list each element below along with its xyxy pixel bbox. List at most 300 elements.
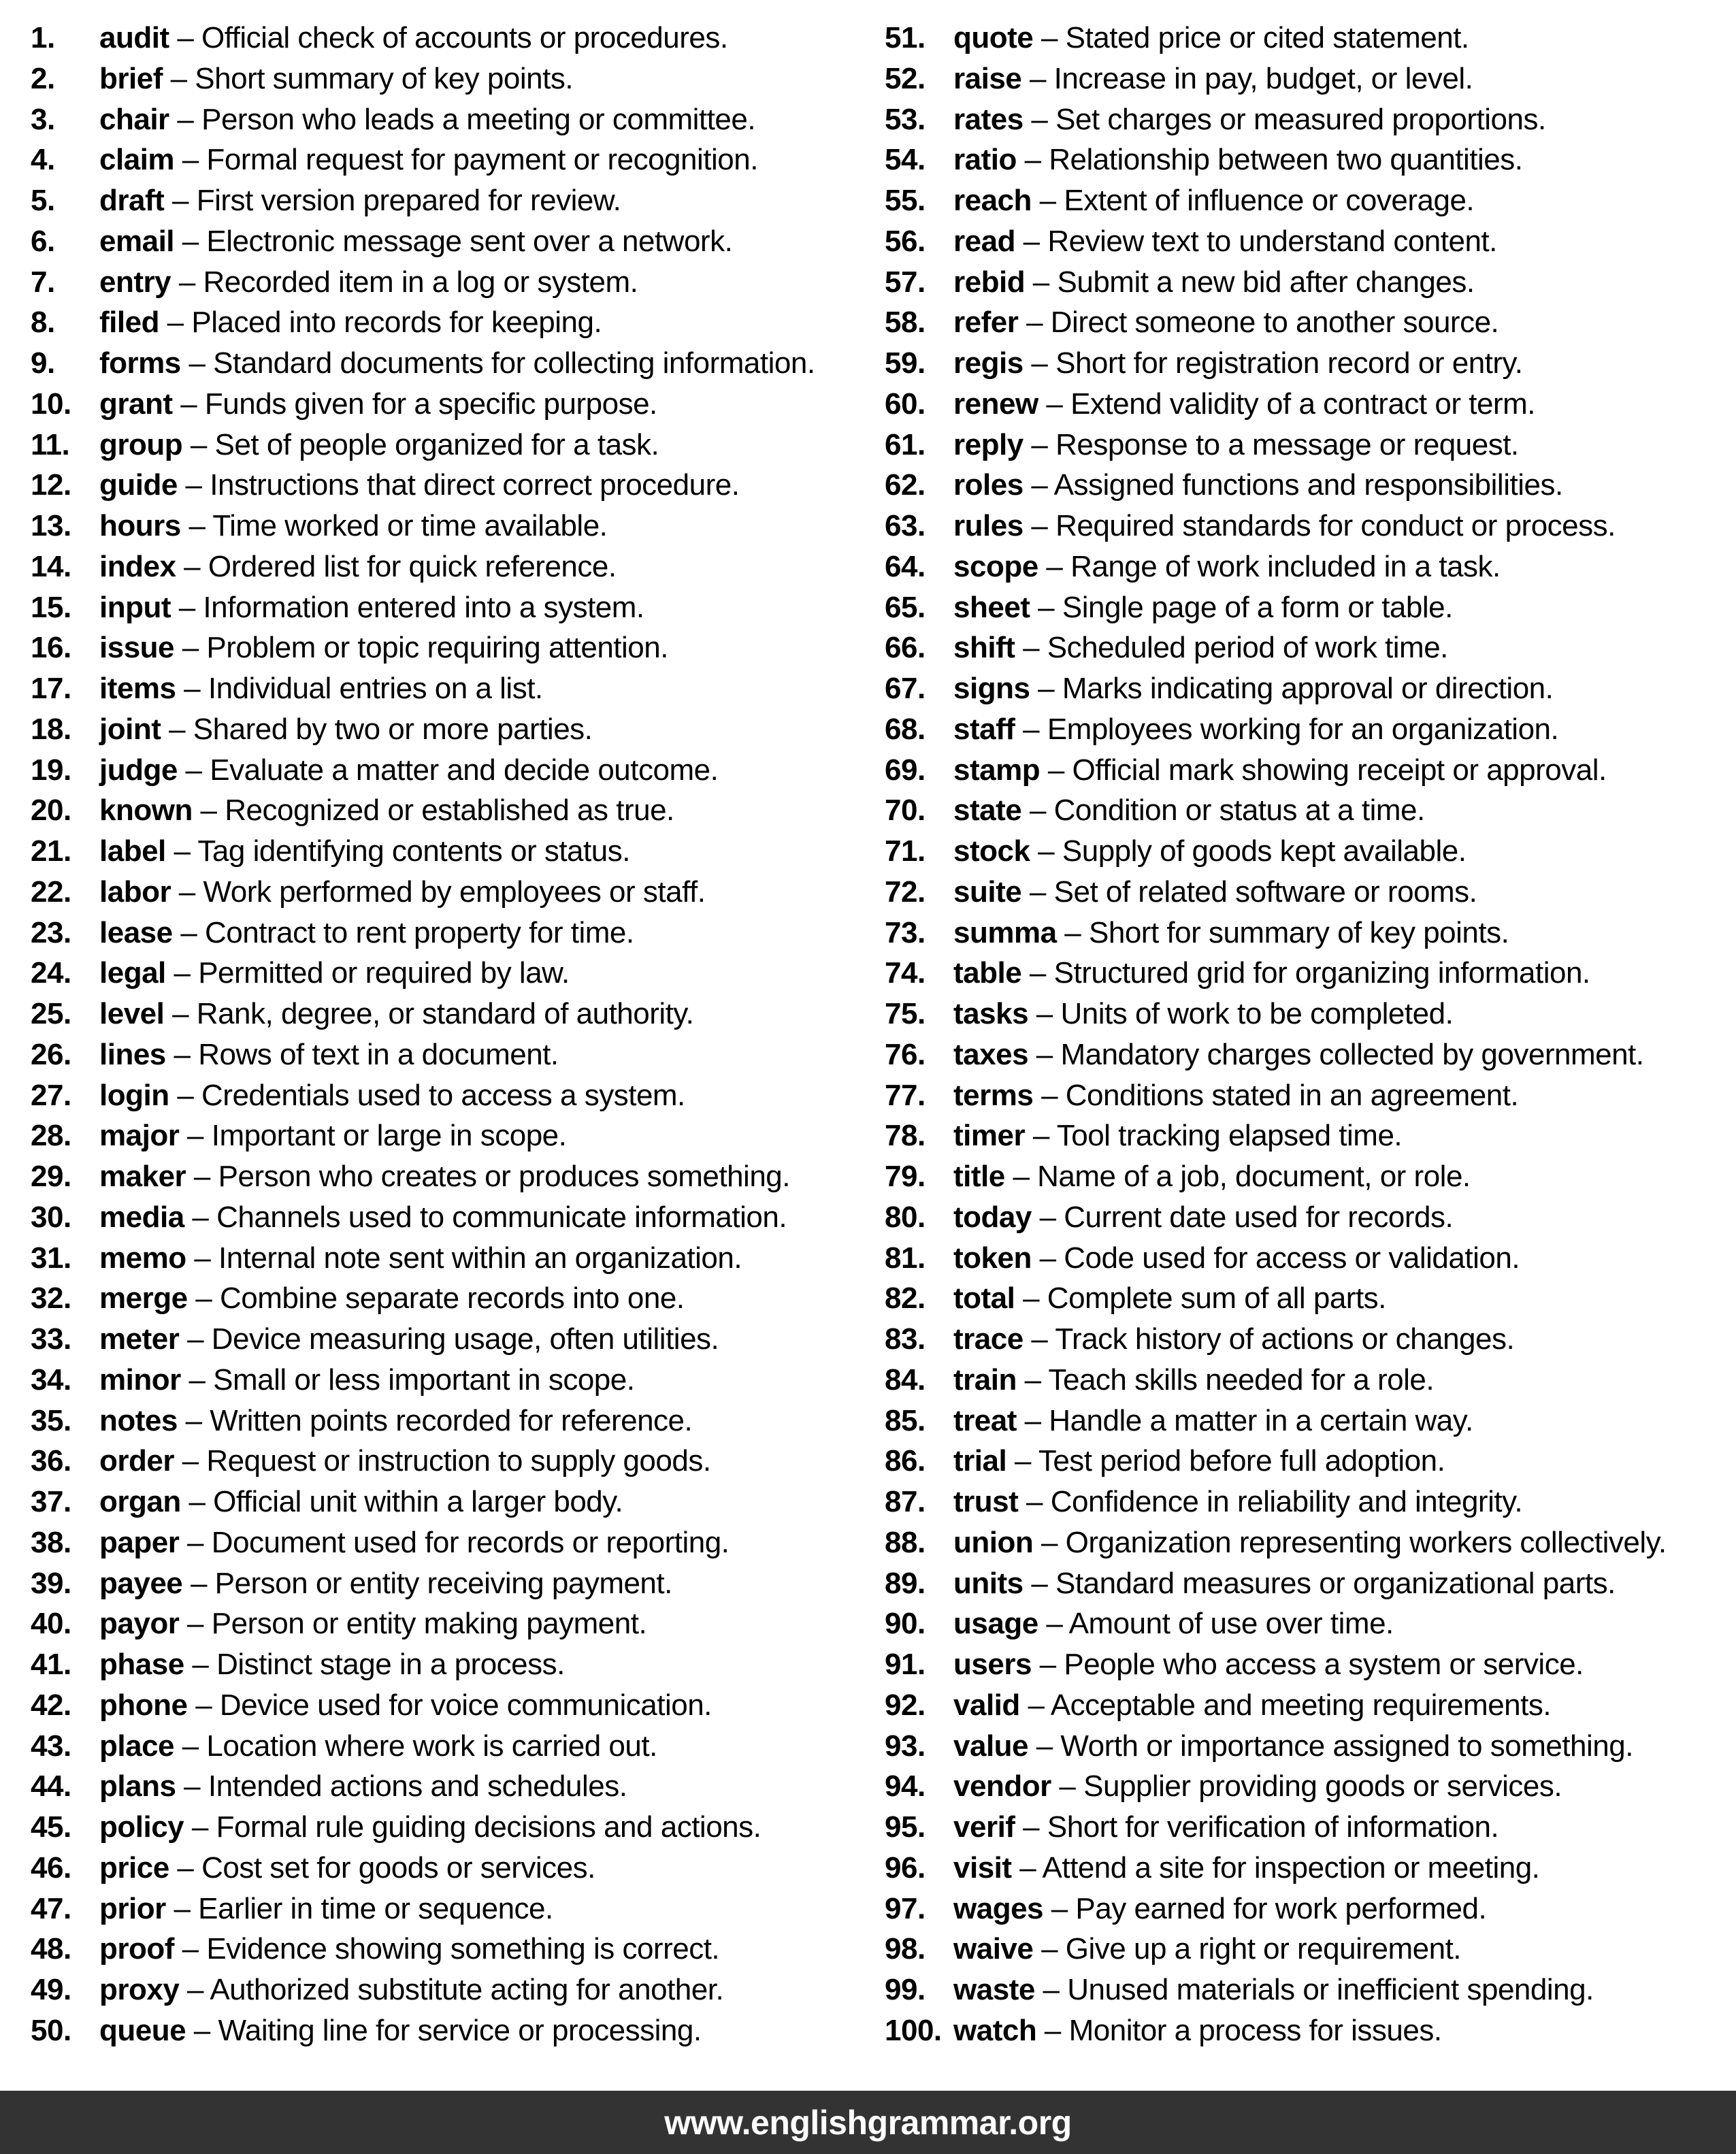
item-text: read – Review text to understand content. xyxy=(953,224,1497,258)
list-item xyxy=(885,384,1736,425)
item-word: taxes xyxy=(953,1037,1029,1071)
item-number: 83. xyxy=(885,1322,926,1356)
item-number: 71. xyxy=(885,834,926,868)
item-text: login – Credentials used to access a system. xyxy=(99,1078,685,1112)
item-word: proxy xyxy=(99,1973,180,2006)
item-number: 20. xyxy=(31,794,71,828)
list-item xyxy=(31,1522,885,1563)
item-text: watch – Monitor a process for issues. xyxy=(953,2013,1442,2047)
list-item xyxy=(31,872,885,913)
list-item xyxy=(31,1441,885,1482)
list-item xyxy=(31,750,885,791)
item-number: 72. xyxy=(885,875,926,909)
item-word: units xyxy=(953,1566,1023,1600)
list-item xyxy=(885,627,1736,668)
list-item xyxy=(885,180,1736,221)
item-number: 39. xyxy=(31,1566,71,1600)
item-text: train – Teach skills needed for a role. xyxy=(953,1362,1435,1397)
item-number: 22. xyxy=(31,875,71,909)
item-text: usage – Amount of use over time. xyxy=(953,1607,1394,1641)
item-word: merge xyxy=(99,1282,188,1316)
list-item xyxy=(31,1685,885,1726)
item-number: 74. xyxy=(885,956,926,990)
item-text: treat – Handle a matter in a certain way. xyxy=(953,1403,1473,1437)
item-word: treat xyxy=(953,1403,1017,1437)
word-list-column-left xyxy=(31,18,885,2051)
item-number: 92. xyxy=(885,1688,926,1722)
item-word: read xyxy=(953,224,1015,258)
item-word: guide xyxy=(99,468,178,502)
item-word: token xyxy=(953,1241,1032,1275)
item-text: level – Rank, degree, or standard of authority. xyxy=(99,997,694,1030)
item-word: plans xyxy=(99,1769,176,1804)
item-text: merge – Combine separate records into one. xyxy=(99,1282,685,1316)
list-item xyxy=(885,1970,1736,2010)
list-item xyxy=(885,1115,1736,1156)
item-number: 15. xyxy=(31,590,71,624)
list-item xyxy=(885,1075,1736,1116)
list-item xyxy=(31,668,885,709)
item-number: 45. xyxy=(31,1810,71,1844)
item-word: audit xyxy=(99,21,169,54)
item-word: chair xyxy=(99,102,169,136)
item-word: visit xyxy=(953,1850,1012,1884)
item-word: today xyxy=(953,1200,1032,1234)
item-number: 7. xyxy=(31,265,55,299)
item-number: 13. xyxy=(31,509,71,542)
item-text: paper – Document used for records or reporting. xyxy=(99,1525,730,1559)
list-item xyxy=(31,913,885,953)
item-text: waste – Unused materials or inefficient spending. xyxy=(953,1973,1594,2006)
list-item xyxy=(31,384,885,425)
item-number: 27. xyxy=(31,1078,71,1112)
item-word: title xyxy=(953,1160,1005,1193)
item-number: 26. xyxy=(31,1037,71,1071)
item-text: price – Cost set for goods or services. xyxy=(99,1850,595,1884)
item-text: token – Code used for access or validation. xyxy=(953,1241,1520,1275)
item-text: input – Information entered into a system. xyxy=(99,590,644,624)
item-number: 54. xyxy=(885,143,926,177)
list-item xyxy=(885,1360,1736,1401)
item-text: quote – Stated price or cited statement. xyxy=(953,21,1469,54)
item-text: total – Complete sum of all parts. xyxy=(953,1282,1386,1316)
item-text: items – Individual entries on a list. xyxy=(99,672,543,705)
item-text: trial – Test period before full adoption. xyxy=(953,1444,1445,1478)
item-word: state xyxy=(953,794,1022,828)
list-item xyxy=(31,546,885,587)
list-item xyxy=(885,750,1736,791)
item-text: queue – Waiting line for service or processing. xyxy=(99,2013,702,2047)
item-word: queue xyxy=(99,2013,186,2047)
item-text: summa – Short for summary of key points. xyxy=(953,915,1509,949)
item-text: sheet – Single page of a form or table. xyxy=(953,590,1453,624)
list-item xyxy=(31,1238,885,1279)
item-word: label xyxy=(99,834,166,868)
item-word: meter xyxy=(99,1322,180,1356)
item-number: 17. xyxy=(31,672,71,705)
item-text: maker – Person who creates or produces something. xyxy=(99,1160,790,1193)
item-text: known – Recognized or established as true. xyxy=(99,794,674,828)
list-item xyxy=(885,1726,1736,1767)
item-word: notes xyxy=(99,1403,178,1437)
item-number: 66. xyxy=(885,631,926,665)
item-number: 94. xyxy=(885,1769,926,1804)
item-number: 31. xyxy=(31,1241,71,1275)
list-item xyxy=(31,343,885,384)
item-text: prior – Earlier in time or sequence. xyxy=(99,1891,553,1925)
item-word: table xyxy=(953,956,1022,990)
item-word: grant xyxy=(99,387,173,421)
item-text: proof – Evidence showing something is correct. xyxy=(99,1932,720,1966)
item-word: phone xyxy=(99,1688,188,1722)
list-item xyxy=(885,1156,1736,1197)
list-item xyxy=(885,913,1736,953)
item-text: email – Electronic message sent over a network. xyxy=(99,224,733,258)
item-word: rates xyxy=(953,102,1023,136)
item-word: terms xyxy=(953,1078,1034,1112)
item-text: draft – First version prepared for review. xyxy=(99,184,621,217)
item-text: trace – Track history of actions or changes. xyxy=(953,1322,1515,1356)
item-word: staff xyxy=(953,712,1015,746)
item-number: 57. xyxy=(885,265,926,299)
item-text: plans – Intended actions and schedules. xyxy=(99,1769,627,1804)
list-item xyxy=(31,18,885,59)
item-word: waste xyxy=(953,1973,1035,2006)
list-item xyxy=(31,140,885,180)
item-text: payor – Person or entity making payment. xyxy=(99,1607,647,1641)
item-word: proof xyxy=(99,1932,174,1966)
item-text: grant – Funds given for a specific purpose. xyxy=(99,387,657,421)
list-item xyxy=(885,1889,1736,1929)
item-word: rebid xyxy=(953,265,1026,299)
item-number: 1. xyxy=(31,21,55,54)
list-item xyxy=(885,546,1736,587)
item-word: scope xyxy=(953,549,1038,583)
list-item xyxy=(885,1238,1736,1279)
list-item xyxy=(31,99,885,140)
item-text: rebid – Submit a new bid after changes. xyxy=(953,265,1475,299)
item-word: trace xyxy=(953,1322,1023,1356)
item-word: valid xyxy=(953,1688,1020,1722)
item-text: major – Important or large in scope. xyxy=(99,1119,567,1153)
item-number: 61. xyxy=(885,427,926,461)
list-item xyxy=(31,1603,885,1644)
item-word: hours xyxy=(99,509,181,542)
item-text: roles – Assigned functions and responsibilities. xyxy=(953,468,1563,502)
list-item xyxy=(31,1929,885,1970)
item-text: staff – Employees working for an organization. xyxy=(953,712,1559,746)
list-item xyxy=(885,140,1736,180)
item-word: waive xyxy=(953,1932,1034,1966)
item-word: suite xyxy=(953,875,1022,909)
item-text: memo – Internal note sent within an organization. xyxy=(99,1241,742,1275)
item-text: order – Request or instruction to supply goods. xyxy=(99,1444,711,1478)
item-word: login xyxy=(99,1078,169,1112)
list-item xyxy=(885,302,1736,343)
item-word: total xyxy=(953,1282,1015,1316)
list-item xyxy=(885,1603,1736,1644)
item-number: 46. xyxy=(31,1850,71,1884)
list-item xyxy=(885,2010,1736,2051)
item-word: tasks xyxy=(953,997,1029,1030)
item-text: audit – Official check of accounts or procedures. xyxy=(99,21,728,54)
list-item xyxy=(31,1319,885,1360)
list-item xyxy=(31,2010,885,2051)
item-number: 23. xyxy=(31,915,71,949)
item-text: rules – Required standards for conduct or process. xyxy=(953,509,1616,542)
item-number: 43. xyxy=(31,1729,71,1763)
item-word: brief xyxy=(99,61,163,95)
list-item xyxy=(31,1034,885,1075)
item-word: usage xyxy=(953,1607,1038,1641)
item-text: units – Standard measures or organizational parts. xyxy=(953,1566,1616,1600)
list-item xyxy=(885,872,1736,913)
item-number: 69. xyxy=(885,753,926,787)
item-number: 89. xyxy=(885,1566,926,1600)
footer-url: www.englishgrammar.org xyxy=(664,2103,1072,2142)
item-word: payee xyxy=(99,1566,183,1600)
item-word: judge xyxy=(99,753,178,787)
item-word: ratio xyxy=(953,143,1017,177)
item-text: place – Location where work is carried out. xyxy=(99,1729,657,1763)
item-text: filed – Placed into records for keeping. xyxy=(99,306,602,340)
item-text: label – Tag identifying contents or status. xyxy=(99,834,630,868)
item-text: verif – Short for verification of information. xyxy=(953,1810,1499,1844)
item-number: 70. xyxy=(885,794,926,828)
item-number: 30. xyxy=(31,1200,71,1234)
list-item xyxy=(885,1766,1736,1807)
item-number: 93. xyxy=(885,1729,926,1763)
item-number: 42. xyxy=(31,1688,71,1722)
footer-bar xyxy=(0,2091,1736,2154)
item-number: 9. xyxy=(31,346,55,380)
item-text: title – Name of a job, document, or role. xyxy=(953,1160,1471,1193)
item-number: 98. xyxy=(885,1932,926,1966)
item-text: reach – Extent of influence or coverage. xyxy=(953,184,1475,217)
list-item xyxy=(885,1929,1736,1970)
item-word: level xyxy=(99,997,165,1030)
item-word: sheet xyxy=(953,590,1030,624)
item-number: 3. xyxy=(31,102,55,136)
item-number: 33. xyxy=(31,1322,71,1356)
item-word: lines xyxy=(99,1037,166,1071)
item-number: 65. xyxy=(885,590,926,624)
item-number: 97. xyxy=(885,1891,926,1925)
item-word: timer xyxy=(953,1119,1026,1153)
list-item xyxy=(885,425,1736,466)
item-word: minor xyxy=(99,1362,181,1397)
item-text: claim – Formal request for payment or recognition. xyxy=(99,143,758,177)
list-item xyxy=(885,1278,1736,1319)
item-text: scope – Range of work included in a task. xyxy=(953,549,1501,583)
item-word: major xyxy=(99,1119,180,1153)
list-item xyxy=(31,1278,885,1319)
list-item xyxy=(885,1807,1736,1848)
item-word: shift xyxy=(953,631,1015,665)
list-item xyxy=(885,790,1736,831)
item-text: joint – Shared by two or more parties. xyxy=(99,712,593,746)
item-number: 48. xyxy=(31,1932,71,1966)
list-item xyxy=(885,994,1736,1034)
item-word: value xyxy=(953,1729,1029,1763)
item-word: paper xyxy=(99,1525,180,1559)
item-word: index xyxy=(99,549,176,583)
item-number: 63. xyxy=(885,509,926,542)
item-word: payor xyxy=(99,1607,180,1641)
item-text: timer – Tool tracking elapsed time. xyxy=(953,1119,1403,1153)
item-text: organ – Official unit within a larger body. xyxy=(99,1485,623,1518)
item-word: rules xyxy=(953,509,1023,542)
item-number: 47. xyxy=(31,1891,71,1925)
list-item xyxy=(885,1848,1736,1889)
item-word: forms xyxy=(99,346,181,380)
item-number: 84. xyxy=(885,1362,926,1397)
item-word: regis xyxy=(953,346,1023,380)
list-item xyxy=(885,1644,1736,1685)
item-word: media xyxy=(99,1200,184,1234)
item-text: media – Channels used to communicate information. xyxy=(99,1200,787,1234)
item-number: 52. xyxy=(885,61,926,95)
list-item xyxy=(885,587,1736,628)
item-text: rates – Set charges or measured proportions. xyxy=(953,102,1546,136)
item-word: prior xyxy=(99,1891,166,1925)
item-number: 19. xyxy=(31,753,71,787)
list-item xyxy=(31,1807,885,1848)
list-item xyxy=(31,302,885,343)
item-text: lines – Rows of text in a document. xyxy=(99,1037,559,1071)
item-text: shift – Scheduled period of work time. xyxy=(953,631,1448,665)
item-text: union – Organization representing workers collectively. xyxy=(953,1525,1667,1559)
item-word: input xyxy=(99,590,171,624)
item-number: 36. xyxy=(31,1444,71,1478)
item-text: reply – Response to a message or request. xyxy=(953,427,1519,461)
item-word: stamp xyxy=(953,753,1041,787)
item-number: 12. xyxy=(31,468,71,502)
list-item xyxy=(31,587,885,628)
item-number: 100. xyxy=(885,2013,942,2047)
list-item xyxy=(885,1034,1736,1075)
list-item xyxy=(885,343,1736,384)
item-text: regis – Short for registration record or entry. xyxy=(953,346,1523,380)
list-item xyxy=(885,1685,1736,1726)
item-number: 6. xyxy=(31,224,55,258)
item-text: raise – Increase in pay, budget, or level. xyxy=(953,61,1473,95)
item-text: entry – Recorded item in a log or system. xyxy=(99,265,638,299)
item-text: ratio – Relationship between two quantities. xyxy=(953,143,1523,177)
item-number: 4. xyxy=(31,143,55,177)
item-number: 60. xyxy=(885,387,926,421)
item-number: 91. xyxy=(885,1648,926,1681)
item-text: meter – Device measuring usage, often utilities. xyxy=(99,1322,719,1356)
item-text: today – Current date used for records. xyxy=(953,1200,1454,1234)
item-text: payee – Person or entity receiving payment. xyxy=(99,1566,672,1600)
item-word: policy xyxy=(99,1810,184,1844)
item-number: 18. xyxy=(31,712,71,746)
list-item xyxy=(885,59,1736,99)
list-item xyxy=(31,627,885,668)
item-number: 49. xyxy=(31,1973,71,2006)
item-word: renew xyxy=(953,387,1038,421)
item-text: hours – Time worked or time available. xyxy=(99,509,608,542)
item-text: notes – Written points recorded for reference. xyxy=(99,1403,693,1437)
list-item xyxy=(31,180,885,221)
item-text: phone – Device used for voice communication. xyxy=(99,1688,712,1722)
item-word: order xyxy=(99,1444,174,1478)
item-word: legal xyxy=(99,956,166,990)
item-word: vendor xyxy=(953,1769,1051,1804)
item-word: group xyxy=(99,427,183,461)
list-item xyxy=(885,99,1736,140)
list-item xyxy=(885,262,1736,303)
list-item xyxy=(31,1197,885,1238)
item-text: users – People who access a system or service. xyxy=(953,1648,1584,1681)
list-item xyxy=(31,994,885,1034)
item-word: email xyxy=(99,224,175,258)
item-word: place xyxy=(99,1729,175,1763)
item-text: value – Worth or importance assigned to something. xyxy=(953,1729,1633,1763)
item-number: 68. xyxy=(885,712,926,746)
item-text: stock – Supply of goods kept available. xyxy=(953,834,1467,868)
item-text: wages – Pay earned for work performed. xyxy=(953,1891,1487,1925)
item-number: 5. xyxy=(31,184,55,217)
item-text: signs – Marks indicating approval or direction. xyxy=(953,672,1554,705)
item-text: proxy – Authorized substitute acting for another. xyxy=(99,1973,724,2006)
item-number: 21. xyxy=(31,834,71,868)
item-number: 2. xyxy=(31,61,55,95)
item-word: watch xyxy=(953,2013,1037,2047)
list-item xyxy=(885,831,1736,872)
item-word: train xyxy=(953,1362,1017,1397)
item-word: items xyxy=(99,672,176,705)
item-text: vendor – Supplier providing goods or services. xyxy=(953,1769,1562,1804)
item-word: trial xyxy=(953,1444,1007,1478)
list-item xyxy=(31,221,885,262)
list-item xyxy=(31,1563,885,1604)
list-item xyxy=(885,18,1736,59)
item-number: 79. xyxy=(885,1160,926,1193)
item-text: guide – Instructions that direct correct procedure. xyxy=(99,468,740,502)
item-text: refer – Direct someone to another source. xyxy=(953,306,1499,340)
item-number: 86. xyxy=(885,1444,926,1478)
item-number: 96. xyxy=(885,1850,926,1884)
item-number: 55. xyxy=(885,184,926,217)
item-number: 67. xyxy=(885,672,926,705)
item-number: 29. xyxy=(31,1160,71,1193)
item-word: draft xyxy=(99,184,165,217)
item-text: tasks – Units of work to be completed. xyxy=(953,997,1454,1030)
item-number: 8. xyxy=(31,306,55,340)
list-item xyxy=(31,1970,885,2010)
item-number: 56. xyxy=(885,224,926,258)
item-word: entry xyxy=(99,265,171,299)
item-text: group – Set of people organized for a task. xyxy=(99,427,659,461)
item-number: 64. xyxy=(885,549,926,583)
item-number: 88. xyxy=(885,1525,926,1559)
item-text: issue – Problem or topic requiring attention. xyxy=(99,631,668,665)
list-item xyxy=(31,1766,885,1807)
word-list-column-right xyxy=(885,18,1736,2051)
item-word: maker xyxy=(99,1160,186,1193)
list-item xyxy=(885,1482,1736,1522)
item-text: minor – Small or less important in scope. xyxy=(99,1362,635,1397)
item-word: users xyxy=(953,1648,1032,1681)
item-number: 16. xyxy=(31,631,71,665)
list-item xyxy=(885,953,1736,994)
list-item xyxy=(31,506,885,546)
item-word: phase xyxy=(99,1648,184,1681)
item-number: 82. xyxy=(885,1282,926,1316)
item-number: 59. xyxy=(885,346,926,380)
